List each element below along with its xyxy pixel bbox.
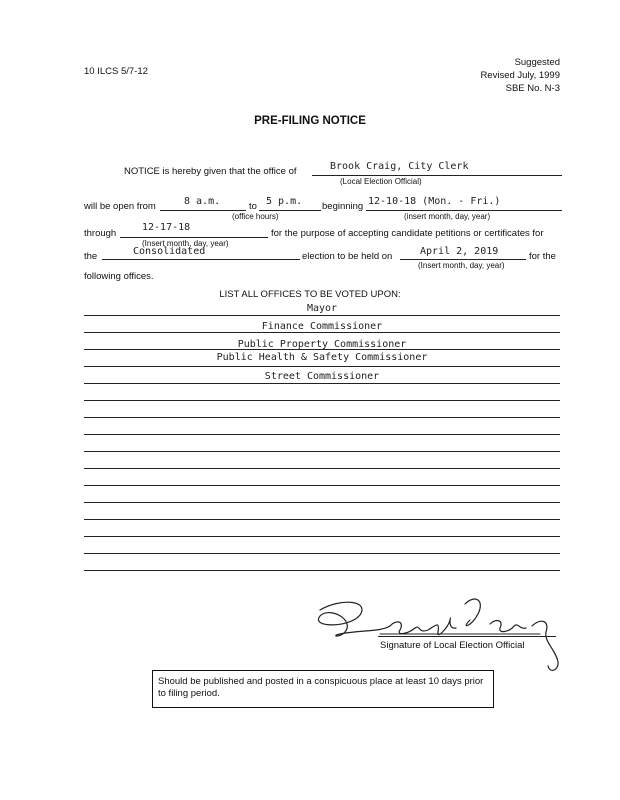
page-title: PRE-FILING NOTICE xyxy=(254,115,366,127)
signature-line xyxy=(378,636,556,637)
purpose-text: for the purpose of accepting candidate petitions or certificates for xyxy=(271,228,544,239)
office-item-public-health: Public Health & Safety Commissioner xyxy=(216,352,428,363)
offices-heading: LIST ALL OFFICES TO BE VOTED UPON: xyxy=(219,289,401,300)
office-line xyxy=(84,536,560,537)
office-item-street: Street Commissioner xyxy=(264,371,380,382)
open-from-underline xyxy=(160,210,246,211)
to-value: 5 p.m. xyxy=(266,196,303,207)
publication-notice-box xyxy=(152,670,494,708)
through-label: through xyxy=(84,228,117,239)
office-item-finance: Finance Commissioner xyxy=(261,321,383,332)
office-line xyxy=(84,417,560,418)
notice-intro: NOTICE is hereby given that the office of xyxy=(124,166,297,177)
office-line xyxy=(84,485,560,486)
office-line xyxy=(84,383,560,384)
beginning-underline xyxy=(366,210,562,211)
office-line xyxy=(84,519,560,520)
beginning-label: beginning xyxy=(322,201,364,212)
beginning-caption: (insert month, day, year) xyxy=(404,212,491,221)
to-label: to xyxy=(249,201,257,212)
to-underline xyxy=(259,210,321,211)
office-line xyxy=(84,553,560,554)
beginning-value: 12-10-18 (Mon. - Fri.) xyxy=(368,196,501,207)
office-line xyxy=(84,570,560,571)
election-type-value: Consolidated xyxy=(133,246,206,257)
through-caption: (Insert month, day, year) xyxy=(142,239,229,248)
election-date-value: April 2, 2019 xyxy=(420,246,499,257)
revised-date: Revised July, 1999 xyxy=(480,70,560,81)
hours-caption: (office hours) xyxy=(232,212,279,221)
office-caption: (Local Election Official) xyxy=(340,177,422,186)
statute-reference: 10 ILCS 5/7-12 xyxy=(84,66,148,77)
office-item-mayor: Mayor xyxy=(306,303,338,314)
following-offices-label: following offices. xyxy=(84,271,154,282)
office-line xyxy=(84,502,560,503)
through-underline xyxy=(120,237,268,238)
office-line xyxy=(84,349,560,350)
election-type-underline xyxy=(102,259,300,260)
through-value: 12-17-18 xyxy=(142,222,191,233)
open-from-value: 8 a.m. xyxy=(184,196,221,207)
publication-notice-text: Should be published and posted in a conspicuous place at least 10 days prior to filing period. xyxy=(158,676,484,699)
open-from-label: will be open from xyxy=(84,201,156,212)
office-line xyxy=(84,366,560,367)
office-line xyxy=(84,434,560,435)
office-underline xyxy=(312,175,562,176)
office-item-public-property: Public Property Commissioner xyxy=(237,339,407,350)
election-label: election to be held on xyxy=(302,251,393,262)
suggested-label: Suggested xyxy=(514,57,560,68)
signature-caption: Signature of Local Election Official xyxy=(380,640,525,651)
for-the-label: for the xyxy=(529,251,556,262)
office-line xyxy=(84,451,560,452)
election-date-underline xyxy=(400,259,526,260)
election-date-caption: (Insert month, day, year) xyxy=(418,261,505,270)
office-line xyxy=(84,332,560,333)
the-label: the xyxy=(84,251,98,262)
form-number: SBE No. N-3 xyxy=(505,83,560,94)
office-value: Brook Craig, City Clerk xyxy=(330,161,469,172)
office-line xyxy=(84,400,560,401)
handwritten-signature xyxy=(300,590,580,680)
office-line xyxy=(84,315,560,316)
office-line xyxy=(84,468,560,469)
